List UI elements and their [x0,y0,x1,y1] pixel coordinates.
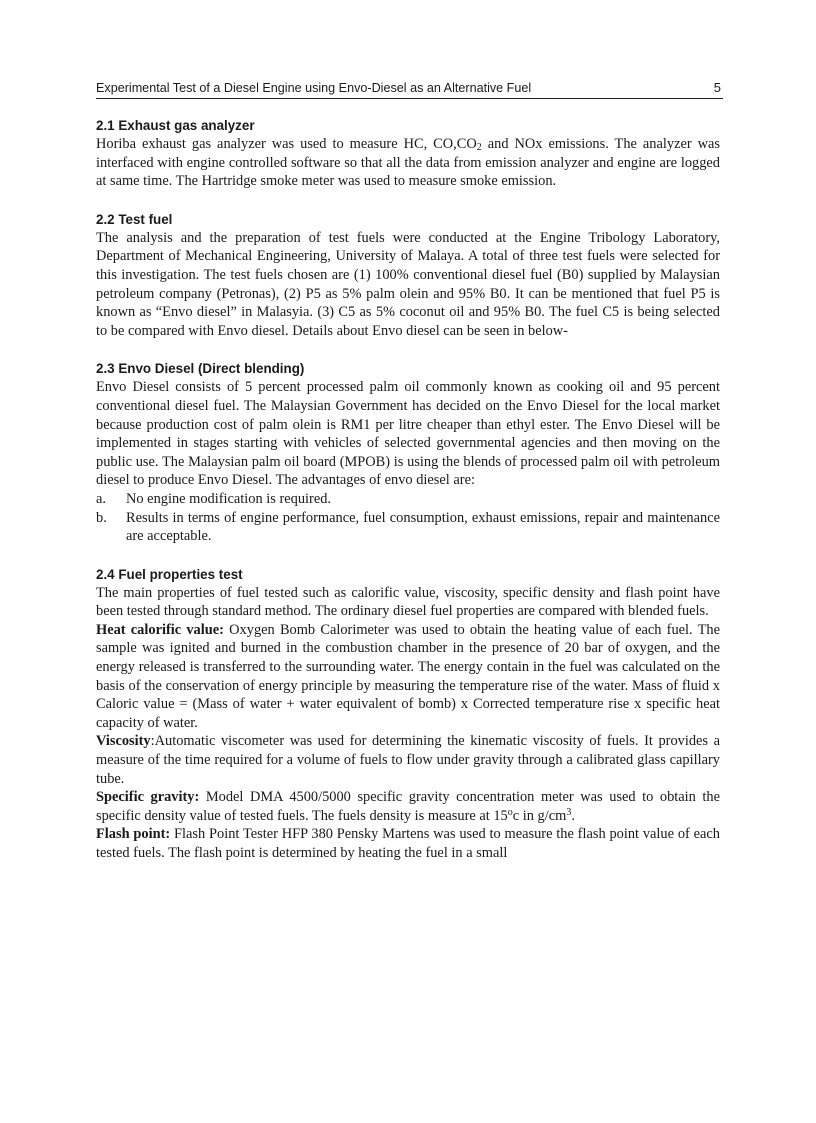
section-heading: 2.2 Test fuel [96,211,173,227]
running-header [96,80,723,99]
page-body [96,117,720,883]
list-item [96,490,720,509]
list-text: Results in terms of engine performance, fuel consumption, exhaust emissions, repair and maintenance are acceptable. [126,509,720,545]
paragraph-heat-calorific-value: Heat calorific value: Oxygen Bomb Calorimeter was used to obtain the heating value of each fuel. The sample was ignited and burned in the combustion chamber in the presence of 20 bar of oxygen, and the energy released is transferred to the surrounding water. The energy contain in the fuel was calculated on the basis of the conservation of energy principle by measuring the temperature rise of the water. Mass of fluid x Caloric value = (Mass of water + water equivalent of bomb) x Corrected temperature rise x specific heat capacity of water. [96,621,720,731]
paragraph: The main properties of fuel tested such as calorific value, viscosity, specific density and flash point have been tested through standard method. The ordinary diesel fuel properties are compared with blended fuels. [96,584,720,620]
section-heading: 2.4 Fuel properties test [96,566,243,582]
paragraph: Envo Diesel consists of 5 percent processed palm oil commonly known as cooking oil and 95 percent conventional diesel fuel. The Malaysian Government has decided on the Envo Diesel for the local market because production cost of palm olein is RM1 per litre cheaper than ethyl ester. The Envo Diesel will be implemented in stages starting with vehicles of selected governmental agencies and then moving on the public use. The Malaysian palm oil board (MPOB) is using the blends of processed palm oil with petroleum diesel to produce Envo Diesel. The advantages of envo diesel are: [96,379,720,489]
term-label: Viscosity [96,733,151,750]
section-test-fuel [96,211,720,341]
list-item [96,509,720,546]
paragraph-specific-gravity: Specific gravity: Model DMA 4500/5000 specific gravity concentration meter was used to obtain the specific density value of tested fuels. The fuels density is measure at 15$^o$c in $g/cm^3$. [96,789,721,824]
section-envo-diesel [96,360,720,545]
section-fuel-properties-test [96,566,720,863]
running-header-title: Experimental Test of a Diesel Engine using Envo-Diesel as an Alternative Fuel [96,81,532,95]
section-exhaust-gas-analyzer [96,117,720,191]
list-marker: a. [96,490,106,507]
list-text: No engine modification is required. [126,490,332,507]
term-label: Specific gravity: [96,789,200,806]
paragraph-flash-point: Flash point: Flash Point Tester HFP 380 Pensky Martens was used to measure the flash point value of each tested fuels. The flash point is determined by heating the fuel in a small [96,826,720,861]
section-heading: 2.3 Envo Diesel (Direct blending) [96,361,305,377]
term-label: Flash point: [96,826,171,843]
paragraph: The analysis and the preparation of test fuels were conducted at the Engine Tribology Laboratory, Department of Mechanical Engineering, University of Malaya. A total of three test fuels were selected for this investigation. The test fuels chosen are (1) 100% conventional diesel fuel (B0) supplied by Malaysian petroleum company (Petronas), (2) P5 as 5% palm olein and 95% B0. It can be mentioned that fuel P5 is known as “Envo diesel” in Malasyia. (3) C5 as 5% coconut oil and 95% B0. The fuel C5 is being selected to be compared with Envo diesel. Details about Envo diesel can be seen in below- [96,229,720,339]
paragraph: Horiba exhaust gas analyzer was used to measure HC, $CO,CO_2$ and NOx emissions. The analyzer was interfaced with engine controlled software so that all the data from emission analyzer and engine are logged at same time. The Hartridge smoke meter was used to measure smoke emission. [96,136,720,190]
paragraph-viscosity: Viscosity:Automatic viscometer was used for determining the kinematic viscosity of fuels. It provides a measure of the time required for a volume of fuels to flow under gravity through a calibrated glass capillary tube. [96,733,720,787]
page-number: 5 [713,80,721,95]
section-heading: 2.1 Exhaust gas analyzer [96,118,255,133]
list-marker: b. [96,509,107,526]
term-label: Heat calorific value: [96,621,224,638]
